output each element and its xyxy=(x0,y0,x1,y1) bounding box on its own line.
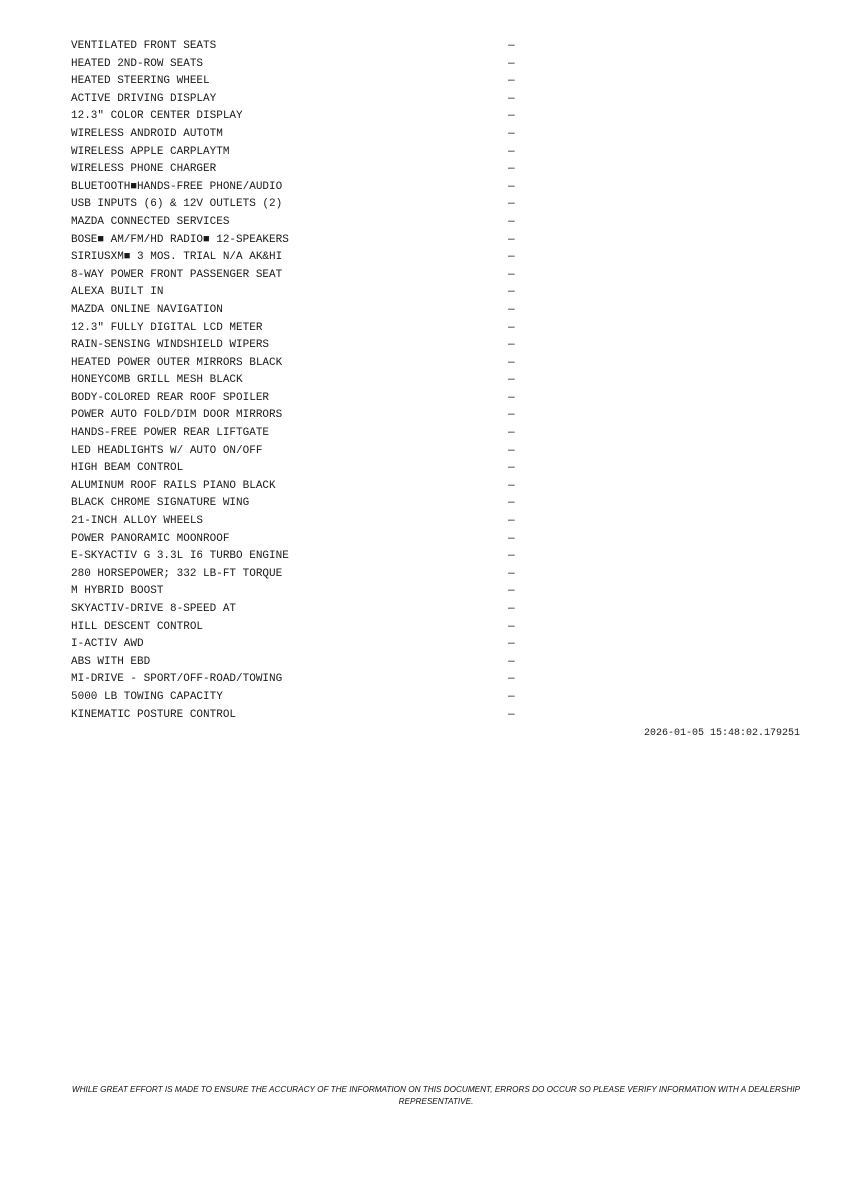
feature-name: HILL DESCENT CONTROL xyxy=(71,620,204,633)
feature-name: MI-DRIVE - SPORT/OFF-ROAD/TOWING xyxy=(71,673,283,686)
feature-name: HEATED POWER OUTER MIRRORS BLACK xyxy=(71,356,283,369)
feature-name: BODY-COLORED REAR ROOF SPOILER xyxy=(71,391,270,404)
feature-value: — xyxy=(508,163,515,176)
feature-name: ABS WITH EBD xyxy=(71,655,151,668)
feature-list xyxy=(71,38,521,724)
feature-value: — xyxy=(508,75,515,88)
feature-name: BLACK CHROME SIGNATURE WING xyxy=(71,497,250,510)
feature-value: — xyxy=(508,198,515,211)
feature-value: — xyxy=(508,233,515,246)
feature-row xyxy=(71,443,521,461)
feature-name: BOSE■ AM/FM/HD RADIO■ 12-SPEAKERS xyxy=(71,233,289,246)
feature-row xyxy=(71,654,521,672)
feature-row xyxy=(71,249,521,267)
feature-value: — xyxy=(508,145,515,158)
feature-name: I-ACTIV AWD xyxy=(71,638,144,651)
feature-row xyxy=(71,460,521,478)
feature-name: 21-INCH ALLOY WHEELS xyxy=(71,515,204,528)
feature-name: RAIN-SENSING WINDSHIELD WIPERS xyxy=(71,339,270,352)
feature-name: 280 HORSEPOWER; 332 LB-FT TORQUE xyxy=(71,567,283,580)
feature-value: — xyxy=(508,374,515,387)
feature-row xyxy=(71,601,521,619)
feature-name: E-SKYACTIV G 3.3L I6 TURBO ENGINE xyxy=(71,550,289,563)
feature-row xyxy=(71,91,521,109)
feature-value: — xyxy=(508,532,515,545)
feature-name: HONEYCOMB GRILL MESH BLACK xyxy=(71,374,243,387)
feature-row xyxy=(71,161,521,179)
feature-value: — xyxy=(508,515,515,528)
feature-name: SKYACTIV-DRIVE 8-SPEED AT xyxy=(71,603,237,615)
feature-name: HIGH BEAM CONTROL xyxy=(71,462,184,475)
feature-row xyxy=(71,337,521,355)
feature-name: VENTILATED FRONT SEATS xyxy=(71,40,217,52)
feature-value: — xyxy=(508,110,515,123)
feature-value: — xyxy=(508,708,515,721)
feature-value: — xyxy=(508,638,515,651)
feature-row xyxy=(71,355,521,373)
feature-name: WIRELESS PHONE CHARGER xyxy=(71,163,217,176)
feature-row xyxy=(71,320,521,338)
disclaimer-text: WHILE GREAT EFFORT IS MADE TO ENSURE THE ACCURACY OF THE INFORMATION ON THIS DOCUMENT, ERRORS DO OCCUR SO PLEASE VERIFY INFORMATION WITH A DEALERSHIP REPRESENTATIVE. xyxy=(71,1085,801,1106)
feature-name: MAZDA CONNECTED SERVICES xyxy=(71,215,230,228)
feature-name: 8-WAY POWER FRONT PASSENGER SEAT xyxy=(71,268,283,281)
feature-row xyxy=(71,566,521,584)
feature-value: — xyxy=(508,427,515,440)
feature-name: HANDS-FREE POWER REAR LIFTGATE xyxy=(71,427,270,440)
feature-row xyxy=(71,179,521,197)
feature-name: HEATED 2ND-ROW SEATS xyxy=(71,57,204,70)
feature-row xyxy=(71,707,521,725)
feature-row xyxy=(71,513,521,531)
feature-name: SIRIUSXM■ 3 MOS. TRIAL N/A AK&HI xyxy=(71,251,283,264)
feature-value: — xyxy=(508,585,515,598)
feature-value: — xyxy=(508,303,515,316)
feature-row xyxy=(71,73,521,91)
feature-value: — xyxy=(508,268,515,281)
feature-row xyxy=(71,56,521,74)
feature-value: — xyxy=(508,655,515,668)
feature-name: WIRELESS ANDROID AUTOTM xyxy=(71,127,223,140)
feature-row xyxy=(71,619,521,637)
feature-value: — xyxy=(508,497,515,510)
feature-row xyxy=(71,284,521,302)
feature-value: — xyxy=(508,356,515,369)
feature-value: — xyxy=(508,620,515,633)
feature-name: MAZDA ONLINE NAVIGATION xyxy=(71,303,223,316)
feature-row xyxy=(71,267,521,285)
feature-row xyxy=(71,407,521,425)
feature-row xyxy=(71,689,521,707)
feature-value: — xyxy=(508,603,515,615)
feature-value: — xyxy=(508,391,515,404)
feature-row xyxy=(71,390,521,408)
feature-row xyxy=(71,583,521,601)
print-timestamp: 2026-01-05 15:48:02.179251 xyxy=(643,728,800,739)
feature-row xyxy=(71,531,521,549)
feature-row xyxy=(71,478,521,496)
feature-row xyxy=(71,126,521,144)
feature-value: — xyxy=(508,339,515,352)
feature-value: — xyxy=(508,180,515,193)
feature-row xyxy=(71,302,521,320)
feature-name: 5000 LB TOWING CAPACITY xyxy=(71,690,223,703)
feature-name: HEATED STEERING WHEEL xyxy=(71,75,210,88)
feature-row xyxy=(71,425,521,443)
feature-name: ACTIVE DRIVING DISPLAY xyxy=(71,92,217,105)
feature-row xyxy=(71,548,521,566)
feature-value: — xyxy=(508,567,515,580)
feature-value: — xyxy=(508,40,515,52)
feature-name: KINEMATIC POSTURE CONTROL xyxy=(71,708,237,721)
feature-row xyxy=(71,38,521,56)
feature-row xyxy=(71,196,521,214)
feature-value: — xyxy=(508,215,515,228)
feature-value: — xyxy=(508,690,515,703)
feature-row xyxy=(71,144,521,162)
feature-value: — xyxy=(508,409,515,422)
feature-value: — xyxy=(508,462,515,475)
feature-value: — xyxy=(508,479,515,492)
feature-value: — xyxy=(508,444,515,457)
feature-value: — xyxy=(508,251,515,264)
feature-name: LED HEADLIGHTS W/ AUTO ON/OFF xyxy=(71,444,263,457)
feature-row xyxy=(71,671,521,689)
feature-name: POWER PANORAMIC MOONROOF xyxy=(71,532,230,545)
feature-name: POWER AUTO FOLD/DIM DOOR MIRRORS xyxy=(71,409,283,422)
feature-value: — xyxy=(508,127,515,140)
feature-value: — xyxy=(508,57,515,70)
feature-value: — xyxy=(508,550,515,563)
feature-name: 12.3" COLOR CENTER DISPLAY xyxy=(71,110,243,123)
feature-name: ALUMINUM ROOF RAILS PIANO BLACK xyxy=(71,479,276,492)
feature-row xyxy=(71,372,521,390)
feature-name: BLUETOOTH■HANDS-FREE PHONE/AUDIO xyxy=(71,180,283,193)
feature-row xyxy=(71,108,521,126)
feature-name: WIRELESS APPLE CARPLAYTM xyxy=(71,145,230,158)
feature-name: ALEXA BUILT IN xyxy=(71,286,164,299)
feature-value: — xyxy=(508,286,515,299)
feature-row xyxy=(71,495,521,513)
feature-name: USB INPUTS (6) & 12V OUTLETS (2) xyxy=(71,198,283,211)
feature-name: 12.3" FULLY DIGITAL LCD METER xyxy=(71,321,263,334)
feature-row xyxy=(71,232,521,250)
feature-value: — xyxy=(508,92,515,105)
feature-row xyxy=(71,636,521,654)
feature-name: M HYBRID BOOST xyxy=(71,585,164,598)
feature-value: — xyxy=(508,321,515,334)
feature-row xyxy=(71,214,521,232)
feature-value: — xyxy=(508,673,515,686)
